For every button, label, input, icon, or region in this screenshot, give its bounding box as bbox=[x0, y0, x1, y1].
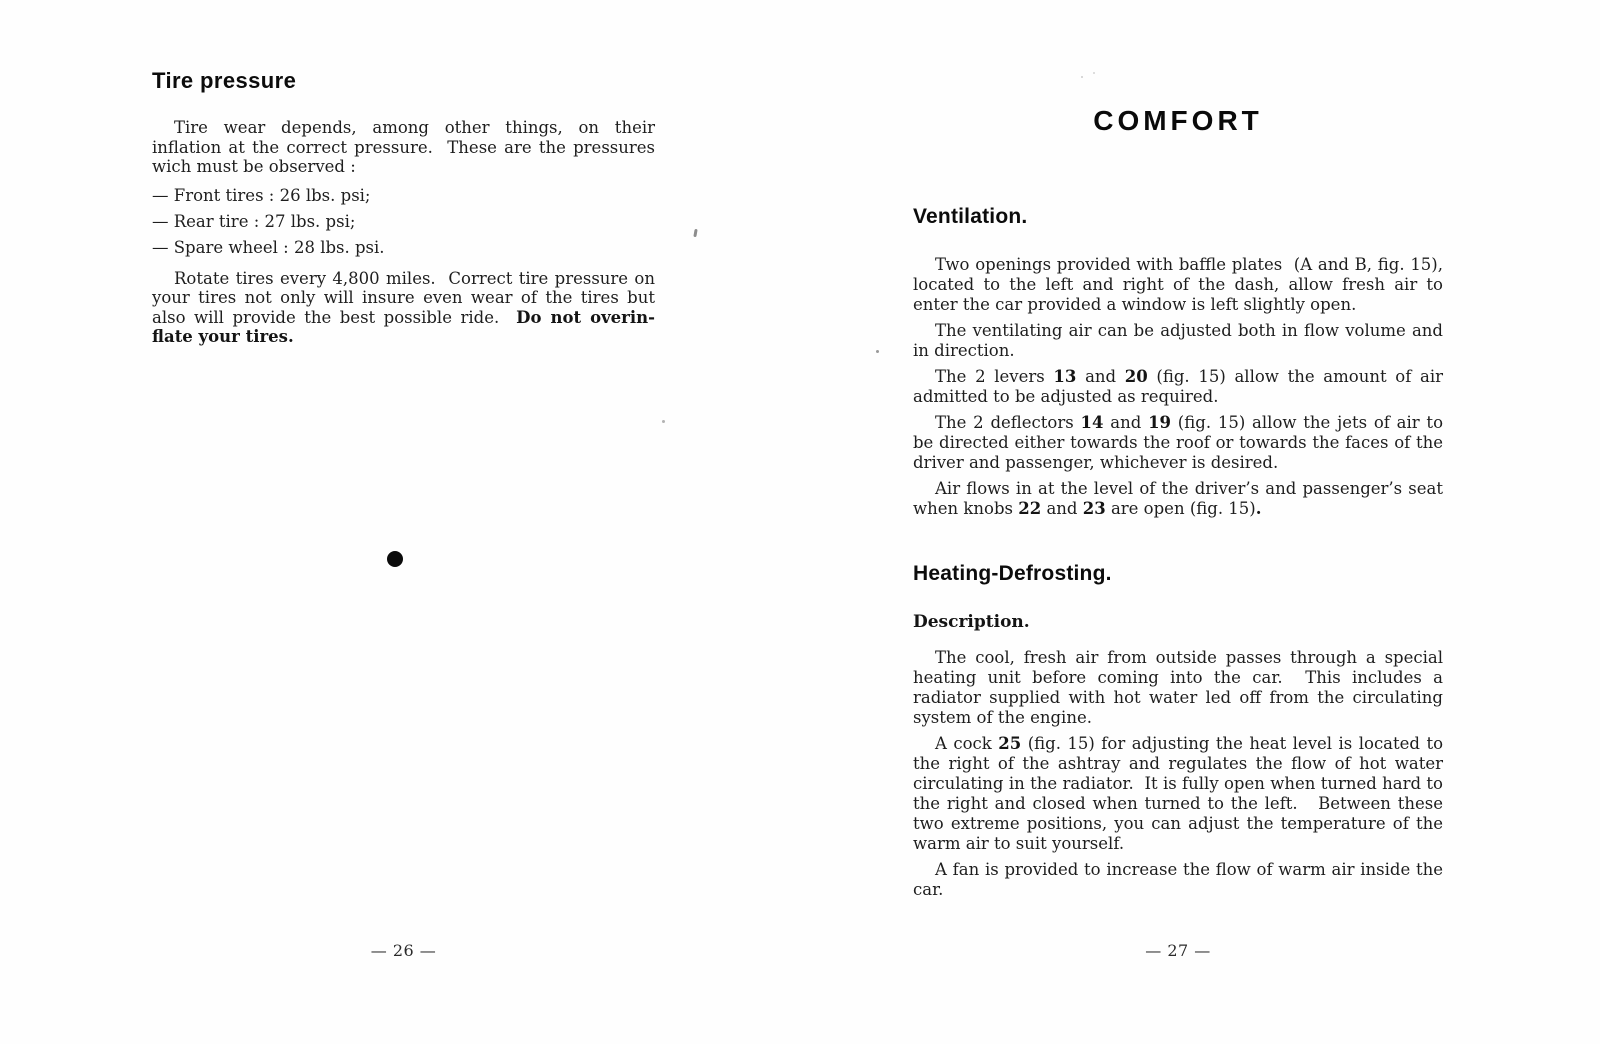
pressure-list-item: — Front tires : 26 lbs. psi; bbox=[152, 185, 371, 205]
page-left bbox=[152, 68, 655, 347]
tire-rotation-paragraph: Rotate tires every 4,800 miles. Correct tire pressure on your tires not only will insure even wear of the tires but also will provide the best possible ride. Do not overinflate your tires. bbox=[152, 268, 655, 347]
heating-paragraph: A cock 25 (fig. 15) for adjusting the heat level is located to the right of the ashtray and regulates the flow of hot water circulating in the radiator. It is fully open when turned hard to the right and closed when turned to the left. Between these two extreme positions, you can adjust the temperature of the warm air to suit yourself. bbox=[913, 734, 1444, 853]
ventilation-paragraphs bbox=[913, 255, 1443, 519]
ventilation-paragraph: Air flows in at the level of the driver’s and passenger’s seat when knobs 22 and 23 are open (fig. 15). bbox=[913, 479, 1443, 518]
heating-paragraphs bbox=[913, 648, 1443, 900]
heating-paragraph: A fan is provided to increase the flow of warm air inside the car. bbox=[913, 860, 1443, 899]
heating-defrosting-heading: Heating-Defrosting. bbox=[913, 562, 1112, 585]
ventilation-paragraph: Two openings provided with baffle plates (A and B, fig. 15), located to the left and right of the dash, allow fresh air to enter the car provided a window is left slightly open. bbox=[913, 255, 1443, 314]
scan-speck bbox=[693, 229, 697, 237]
page-number-left: — 26 — bbox=[370, 941, 437, 960]
separator-dot bbox=[387, 551, 403, 567]
ventilation-paragraph: The ventilating air can be adjusted both in flow volume and in direction. bbox=[913, 321, 1443, 360]
pressure-list-item: — Rear tire : 27 lbs. psi; bbox=[152, 211, 356, 231]
pressure-list-item: — Spare wheel : 28 lbs. psi. bbox=[152, 237, 385, 257]
scan-speck bbox=[1093, 72, 1095, 74]
tire-intro-paragraph: Tire wear depends, among other things, on their inflation at the correct pressure. These are the pressures wich must be observed : bbox=[152, 118, 655, 177]
page-number-right: — 27 — bbox=[1145, 941, 1211, 960]
tire-pressure-heading: Tire pressure bbox=[152, 68, 297, 93]
scan-speck bbox=[1081, 76, 1083, 78]
heating-paragraph: The cool, fresh air from outside passes through a special heating unit before coming into the car. This includes a radiator supplied with hot water led off from the circulating system of the engine. bbox=[913, 648, 1443, 727]
scan-speck bbox=[662, 420, 665, 423]
ventilation-heading: Ventilation. bbox=[913, 205, 1028, 228]
ventilation-paragraph: The 2 deflectors 14 and 19 (fig. 15) allow the jets of air to be directed either towards the roof or towards the faces of the driver and passenger, whichever is desired. bbox=[913, 413, 1443, 472]
page-right bbox=[913, 104, 1443, 900]
comfort-title: COMFORT bbox=[1093, 105, 1263, 136]
pressure-list bbox=[152, 186, 655, 258]
ventilation-paragraph: The 2 levers 13 and 20 (fig. 15) allow the amount of air admitted to be adjusted as required. bbox=[913, 367, 1443, 406]
description-subheading: Description. bbox=[913, 612, 1030, 632]
scan-speck bbox=[876, 350, 879, 353]
